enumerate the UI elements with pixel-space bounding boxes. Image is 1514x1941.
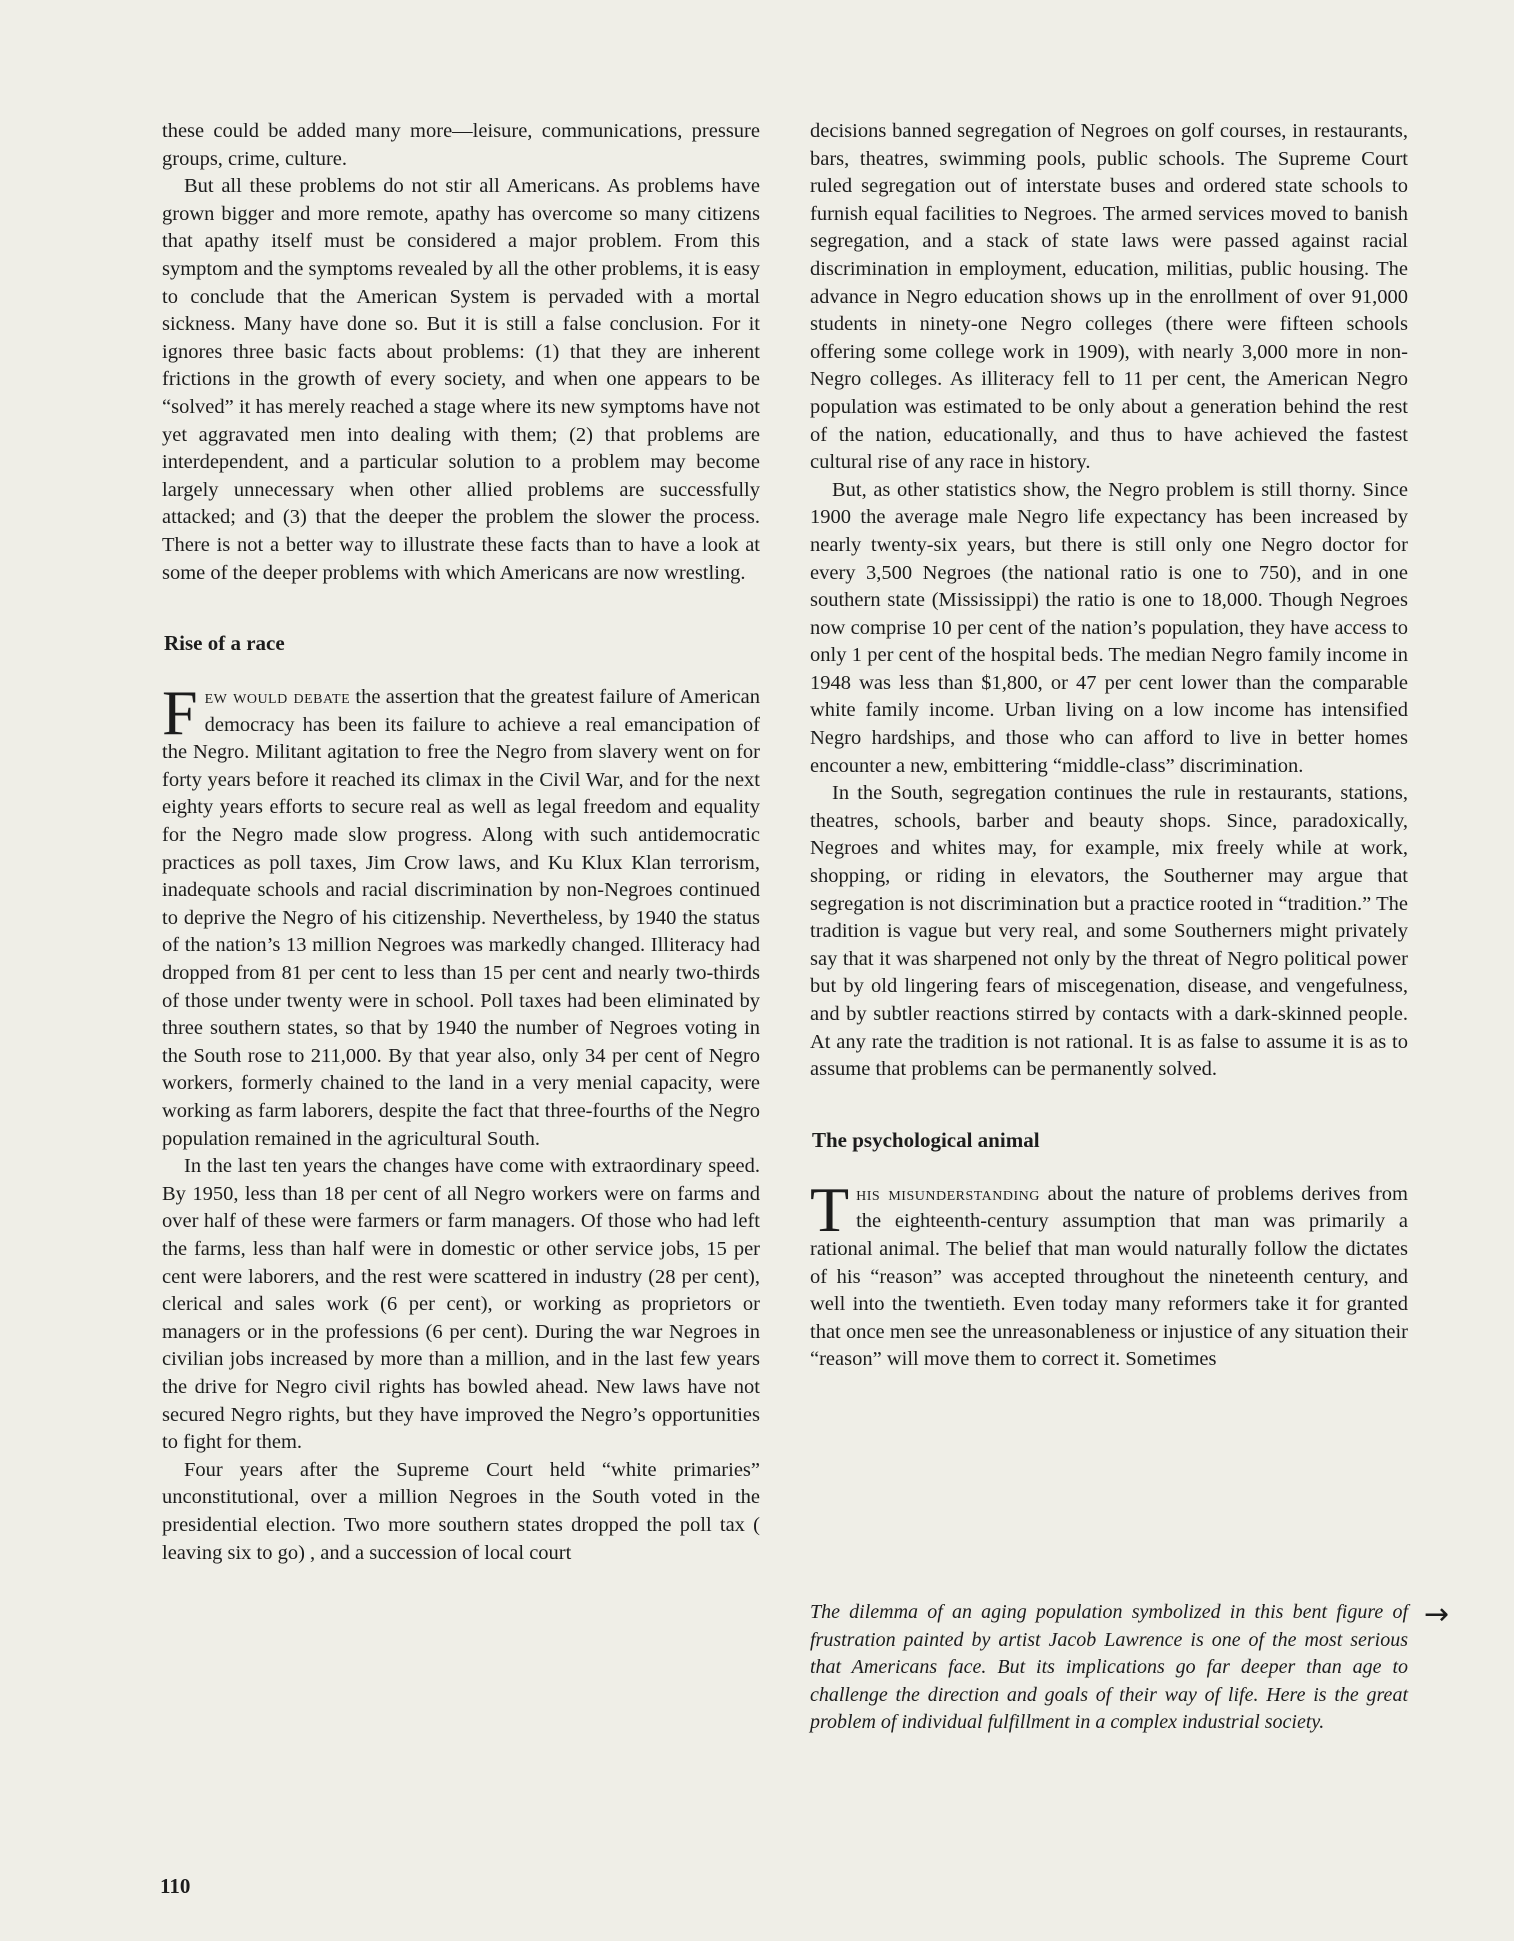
drop-cap: F <box>162 677 198 749</box>
lead-in-small-caps: ew would debate <box>204 686 351 709</box>
paragraph: But all these problems do not stir all Americans. As problems have grown bigger and more remote, apathy has overcome so many citizens that apathy itself must be considered a major problem. From this symptom and the symptoms revealed by all the other problems, it is easy to conclude that the American System is pervaded with a mortal sickness. Many have done so. But it is still a false conclusion. For it ignores three basic facts about problems: (1) that they are inherent frictions in the growth of every society, and when one appears to be “solved” it has merely reached a stage where its new symptoms have not yet aggravated men into dealing with them; (2) that problems are interdependent, and a particular solution to a problem may become largely unnecessary when other allied problems are successfully attacked; and (3) that the deeper the problem the slower the process. There is not a better way to illustrate these facts than to have a look at some of the deeper problems with which Americans are now wrestling. <box>162 175 760 584</box>
paragraph-text: about the nature of problems derives from the eighteenth-century assumption that man was primarily a rational animal. The belief that man would naturally follow the dictates of his “reason” was accepted throughout the nineteenth century, and well into the twentieth. Even today many reformers take it for granted that once men see the unreasonableness or injustice of any situation their “reason” will move them to correct it. Sometimes <box>810 1182 1408 1371</box>
paragraph: But, as other statistics show, the Negro problem is still thorny. Since 1900 the average male Negro life expectancy has been increased by nearly twenty-six years, but there is still only one Negro doctor for every 3,500 Negroes (the national ratio is one to 750), and in one southern state (Mississippi) the ratio is one to 18,000. Though Negroes now comprise 10 per cent of the nation’s population, they have access to only 1 per cent of the hospital beds. The median Negro family income in 1948 was less than $1,800, or 47 per cent lower than the comparable white family income. Urban living on a low income has intensified Negro hardships, and those who can afford to live in better homes encounter a new, embittering “middle-class” discrimination. <box>810 478 1408 777</box>
section-heading: Rise of a race <box>164 631 285 656</box>
image-caption <box>810 1599 1408 1737</box>
right-column <box>810 118 1408 1374</box>
paragraph-text: the assertion that the greatest failure of American democracy has been its failure to achieve a real emancipation of the Negro. Militant agitation to free the Negro from slavery went on for forty years before it reached its climax in the Civil War, and for the next eighty years efforts to secure real as well as legal freedom and equality for the Negro made slow progress. Along with such antidemocratic practices as poll taxes, Jim Crow laws, and Ku Klux Klan terrorism, inadequate schools and racial discrimination by non-Negroes continued to deprive the Negro of his citizenship. Nevertheless, by 1940 the status of the nation’s 13 million Negroes was markedly changed. Illiteracy had dropped from 81 per cent to less than 15 per cent and nearly two-thirds of those under twenty were in school. Poll taxes had been eliminated by three southern states, so that by 1940 the number of Negroes voting in the South rose to 211,000. By that year also, only 34 per cent of Negro workers, formerly chained to the land in a very menial capacity, were working as farm laborers, despite the fact that three-fourths of the Negro population remained in the agricultural South. <box>162 686 760 1150</box>
page-number: 110 <box>160 1874 191 1898</box>
paragraph: decisions banned segregation of Negroes on golf courses, in restaurants, bars, theatres, swimming pools, public schools. The Supreme Court ruled segregation out of interstate buses and ordered state schools to furnish equal facilities to Negroes. The armed services moved to banish segregation, and a stack of state laws were passed against racial discrimination in employment, education, militias, public housing. The advance in Negro education shows up in the enrollment of over 91,000 students in ninety-one Negro colleges (there were fifteen schools offering some college work in 1909), with nearly 3,000 more in non-Negro colleges. As illiteracy fell to 11 per cent, the American Negro population was estimated to be only about a generation behind the rest of the nation, educationally, and thus to have achieved the fastest cultural rise of any race in history. <box>810 120 1408 474</box>
paragraph-with-drop-cap <box>810 1173 1408 1374</box>
drop-cap: T <box>810 1173 850 1245</box>
paragraph: these could be added many more—leisure, communications, pressure groups, crime, culture. <box>162 120 760 170</box>
paragraph: Four years after the Supreme Court held “white primaries” unconstitutional, over a million Negroes in the South voted in the presidential election. Two more southern states dropped the poll tax ( leaving six to go) , and a succession of local court <box>162 1458 760 1564</box>
section-heading: The psychological animal <box>812 1127 1040 1152</box>
paragraph: In the South, segregation continues the rule in restaurants, stations, theatres, schools, barber and beauty shops. Since, paradoxically, Negroes and whites may, for example, mix freely while at work, shopping, or riding in elevators, the Southerner may argue that segregation is not discrimination but a practice rooted in “tradition.” The tradition is vague but very real, and some Southerners might privately say that it was sharpened not only by the threat of Negro political power but by old lingering fears of miscegenation, disease, and vengefulness, and by subtler reactions stirred by contacts with a dark-skinned people. At any rate the tradition is not rational. It is as false to assume it is as to assume that problems can be permanently solved. <box>810 782 1408 1081</box>
lead-in-small-caps: his misunderstanding <box>856 1182 1040 1205</box>
right-arrow-icon: → <box>1424 1597 1450 1632</box>
paragraph-with-drop-cap <box>162 677 760 1153</box>
caption-text: The dilemma of an aging population symbolized in this bent figure of frustration painted by artist Jacob Lawrence is one of the most serious that Americans face. But its implications go far deeper than age to challenge the direction and goals of their way of life. Here is the great problem of individual fulfillment in a complex industrial society. <box>810 1601 1408 1734</box>
paragraph: In the last ten years the changes have come with extraordinary speed. By 1950, less than 18 per cent of all Negro workers were on farms and over half of these were farmers or farm managers. Of those who had left the farms, less than half were in domestic or other service jobs, 15 per cent were laborers, and the rest were scattered in industry (28 per cent), clerical and sales work (6 per cent), or working as proprietors or managers or in the professions (6 per cent). During the war Negroes in civilian jobs increased by more than a million, and in the last few years the drive for Negro civil rights has bowled ahead. New laws have not secured Negro rights, but they have improved the Negro’s opportunities to fight for them. <box>162 1155 760 1454</box>
left-column <box>162 118 760 1567</box>
